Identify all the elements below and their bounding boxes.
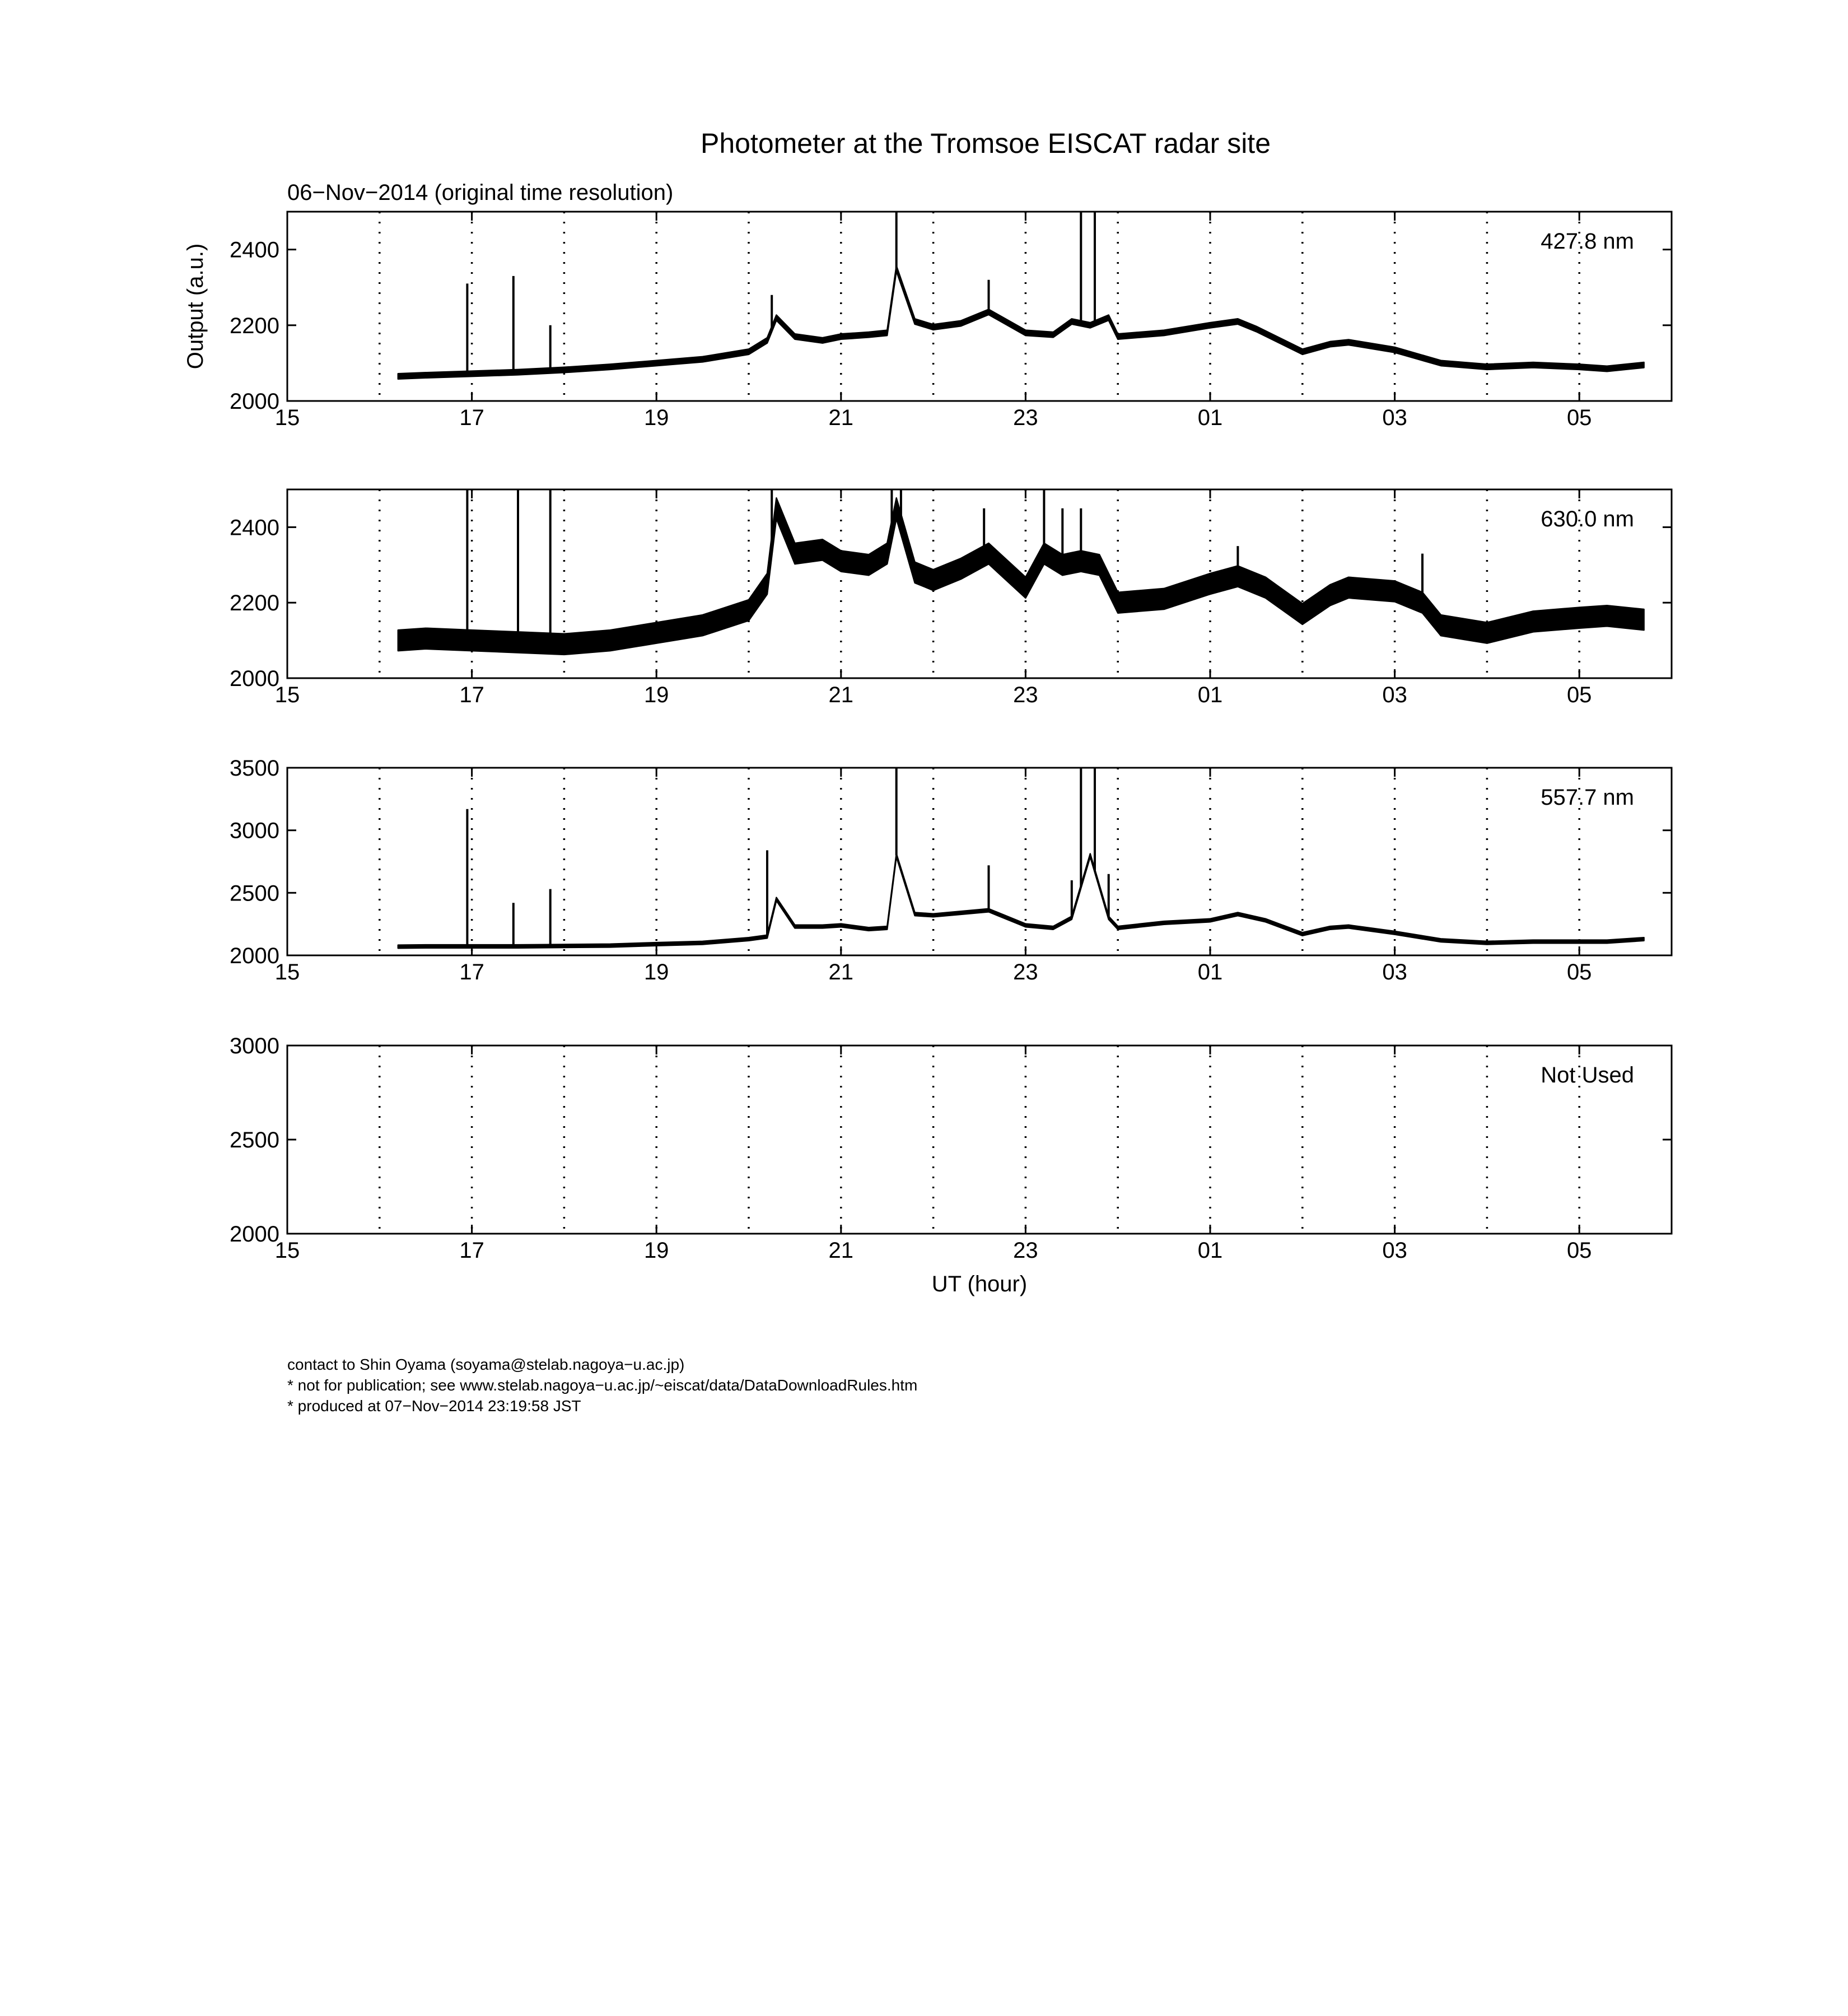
panels xyxy=(183,212,1672,1296)
panel-2 xyxy=(230,489,1672,707)
y-tick-label: 2200 xyxy=(230,313,279,338)
x-tick-label: 03 xyxy=(1382,960,1407,984)
channel-label: 427.8 nm xyxy=(1541,229,1634,254)
x-tick-label: 03 xyxy=(1382,1238,1407,1263)
footer-rules: * not for publication; see www.stelab.nagoya−u.ac.jp/~eiscat/data/DataDownloadRules.htm xyxy=(287,1376,918,1394)
x-tick-label: 17 xyxy=(459,960,484,984)
plot-frame xyxy=(287,768,1672,955)
channel-label: Not Used xyxy=(1541,1063,1634,1088)
x-tick-label: 15 xyxy=(274,1238,300,1263)
x-tick-label: 03 xyxy=(1382,405,1407,430)
x-tick-label: 17 xyxy=(459,683,484,707)
x-tick-label: 21 xyxy=(828,405,854,430)
x-tick-label: 19 xyxy=(643,683,669,707)
data-trace xyxy=(398,266,1644,379)
x-tick-label: 01 xyxy=(1197,683,1223,707)
y-tick-label: 2000 xyxy=(230,944,279,968)
x-tick-label: 05 xyxy=(1566,1238,1592,1263)
x-tick-label: 15 xyxy=(274,960,300,984)
y-tick-label: 2200 xyxy=(230,591,279,616)
y-tick-label: 3500 xyxy=(230,756,279,781)
x-tick-label: 21 xyxy=(828,683,854,707)
x-tick-label: 05 xyxy=(1566,683,1592,707)
data-layer xyxy=(398,489,1644,655)
x-tick-label: 23 xyxy=(1013,960,1038,984)
y-tick-label: 2000 xyxy=(230,389,279,414)
x-tick-label: 23 xyxy=(1013,405,1038,430)
y-tick-label: 2400 xyxy=(230,237,279,263)
panel-1 xyxy=(183,212,1672,430)
x-tick-label: 23 xyxy=(1013,1238,1038,1263)
y-tick-label: 3000 xyxy=(230,1034,279,1058)
channel-label: 630.0 nm xyxy=(1541,507,1634,531)
footer-produced: * produced at 07−Nov−2014 23:19:58 JST xyxy=(287,1397,581,1415)
data-trace xyxy=(398,498,1644,655)
panel-3 xyxy=(230,756,1672,984)
x-tick-label: 01 xyxy=(1197,1238,1223,1263)
y-axis-label: Output (a.u.) xyxy=(183,243,208,370)
x-tick-label: 05 xyxy=(1566,960,1592,984)
x-tick-label: 01 xyxy=(1197,960,1223,984)
x-tick-label: 15 xyxy=(274,683,300,707)
data-layer xyxy=(398,768,1644,948)
footer-contact: contact to Shin Oyama (soyama@stelab.nagoya−u.ac.jp) xyxy=(287,1356,685,1373)
x-tick-label: 19 xyxy=(643,1238,669,1263)
x-tick-label: 05 xyxy=(1566,405,1592,430)
y-tick-label: 2000 xyxy=(230,1222,279,1247)
plot-frame xyxy=(287,1046,1672,1234)
x-tick-label: 03 xyxy=(1382,683,1407,707)
x-tick-label: 17 xyxy=(459,1238,484,1263)
panel-4 xyxy=(230,1034,1672,1296)
figure-title: Photometer at the Tromsoe EISCAT radar site xyxy=(700,128,1271,159)
x-tick-label: 19 xyxy=(643,960,669,984)
x-tick-label: 19 xyxy=(643,405,669,430)
y-tick-label: 2400 xyxy=(230,515,279,540)
x-tick-label: 17 xyxy=(459,405,484,430)
x-tick-label: 21 xyxy=(828,960,854,984)
x-axis-label: UT (hour) xyxy=(931,1272,1028,1296)
figure-subtitle: 06−Nov−2014 (original time resolution) xyxy=(287,180,674,205)
x-tick-label: 01 xyxy=(1197,405,1223,430)
channel-label: 557.7 nm xyxy=(1541,785,1634,810)
data-trace xyxy=(398,854,1644,949)
x-tick-label: 15 xyxy=(274,405,300,430)
y-tick-label: 2000 xyxy=(230,666,279,691)
data-layer xyxy=(398,212,1644,379)
y-tick-label: 2500 xyxy=(230,1128,279,1152)
y-tick-label: 2500 xyxy=(230,881,279,906)
y-tick-label: 3000 xyxy=(230,818,279,843)
x-tick-label: 21 xyxy=(828,1238,854,1263)
x-tick-label: 23 xyxy=(1013,683,1038,707)
